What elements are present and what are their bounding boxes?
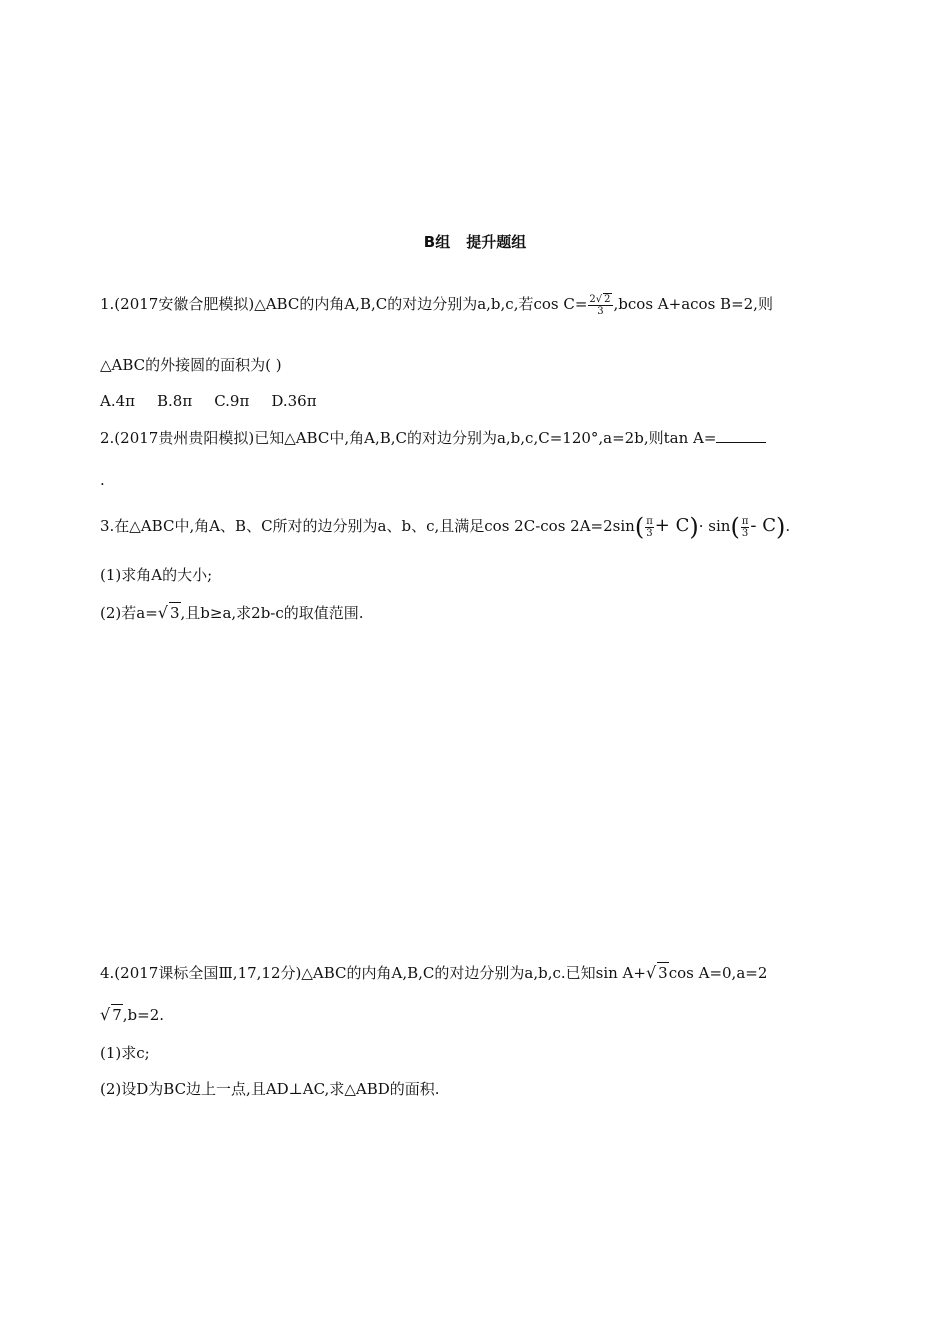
q3-end: . — [785, 517, 791, 535]
q3-fraction-2 — [741, 516, 750, 539]
q1-frac-rad: 2 — [604, 294, 611, 305]
q1-fraction: $\frac{2√ 2}{3}$ — [589, 294, 611, 317]
q3-sub2-post: ,且b≥a,求2b-c的取值范围. — [180, 604, 364, 622]
q4-line2-post: ,b=2. — [122, 1006, 164, 1024]
q1-line1 — [100, 293, 773, 317]
q3-frac2-num: π — [741, 515, 749, 527]
q2-line1 — [100, 428, 766, 448]
q3-sin: sin — [708, 517, 731, 535]
q1-line1-pre: 1.(2017安徽合肥模拟)△ABC的内角A,B,C的对边分别为a,b,c,若cos C= — [100, 295, 588, 313]
q3-paren-close-2: ) — [775, 513, 786, 541]
q3-paren-close-1: ) — [689, 513, 699, 541]
q3-line1 — [100, 512, 790, 541]
q3-sqrt-sign: √ — [157, 603, 168, 622]
q1-option-d: D.36π — [271, 392, 317, 410]
q4-sub1: (1)求c; — [100, 1044, 150, 1062]
q4-line2-rad: 7 — [112, 1006, 122, 1024]
q3-paren-open-2: ( — [730, 513, 740, 541]
q4-line1-rad: 3 — [658, 964, 668, 982]
section-letter: B组 — [423, 233, 451, 251]
section-text: 提升题组 — [466, 233, 527, 251]
q1-options — [100, 391, 339, 411]
q1-frac-den: 3 — [597, 306, 604, 317]
q4-line2 — [100, 1004, 164, 1025]
q3-paren-open-1: ( — [634, 513, 645, 541]
q1-frac-coef: 2 — [589, 294, 596, 305]
q2-answer-blank — [716, 428, 766, 443]
q2-line1-text: 2.(2017贵州贵阳模拟)已知△ABC中,角A,B,C的对边分别为a,b,c,C=120°,a=2b,则tan A= — [100, 429, 717, 447]
q3-fraction-1 — [645, 516, 654, 539]
q3-sub2-rad: 3 — [169, 604, 180, 622]
q3-line1-pre: 3.在△ABC中,角A、B、C所对的边分别为a、b、c,且满足cos 2C-cos 2A=2sin — [100, 517, 635, 535]
q3-part2-tail: - C — [750, 515, 776, 536]
q4-line1 — [100, 962, 767, 983]
q1-line1-post: ,bcos A+acos B=2,则 — [613, 295, 773, 313]
q2-line2: . — [100, 471, 105, 489]
q1-line2: △ABC的外接圆的面积为( ) — [100, 356, 282, 374]
q3-frac1-den: 3 — [646, 527, 653, 539]
q4-sub2: (2)设D为BC边上一点,且AD⊥AC,求△ABD的面积. — [100, 1080, 440, 1098]
q3-sub2 — [100, 602, 364, 623]
q3-dot: · — [698, 517, 704, 535]
q1-option-a: A.4π — [100, 392, 136, 410]
q4-sqrt-sign-2: √ — [100, 1005, 111, 1024]
q4-line1-post: cos A=0,a=2 — [668, 964, 768, 982]
q3-sub1: (1)求角A的大小; — [100, 566, 213, 584]
q3-frac2-den: 3 — [741, 527, 749, 539]
q4-sqrt-sign-1: √ — [645, 963, 657, 982]
q3-sub2-pre: (2)若a= — [100, 604, 158, 622]
q3-frac1-num: π — [646, 515, 653, 527]
q4-line1-pre: 4.(2017课标全国Ⅲ,17,12分)△ABC的内角A,B,C的对边分别为a,b,c.已知sin A+ — [100, 964, 646, 982]
section-title — [0, 231, 950, 252]
q1-option-b: B.8π — [157, 392, 193, 410]
q3-part1-tail: + C — [654, 515, 690, 536]
q1-option-c: C.9π — [214, 392, 250, 410]
